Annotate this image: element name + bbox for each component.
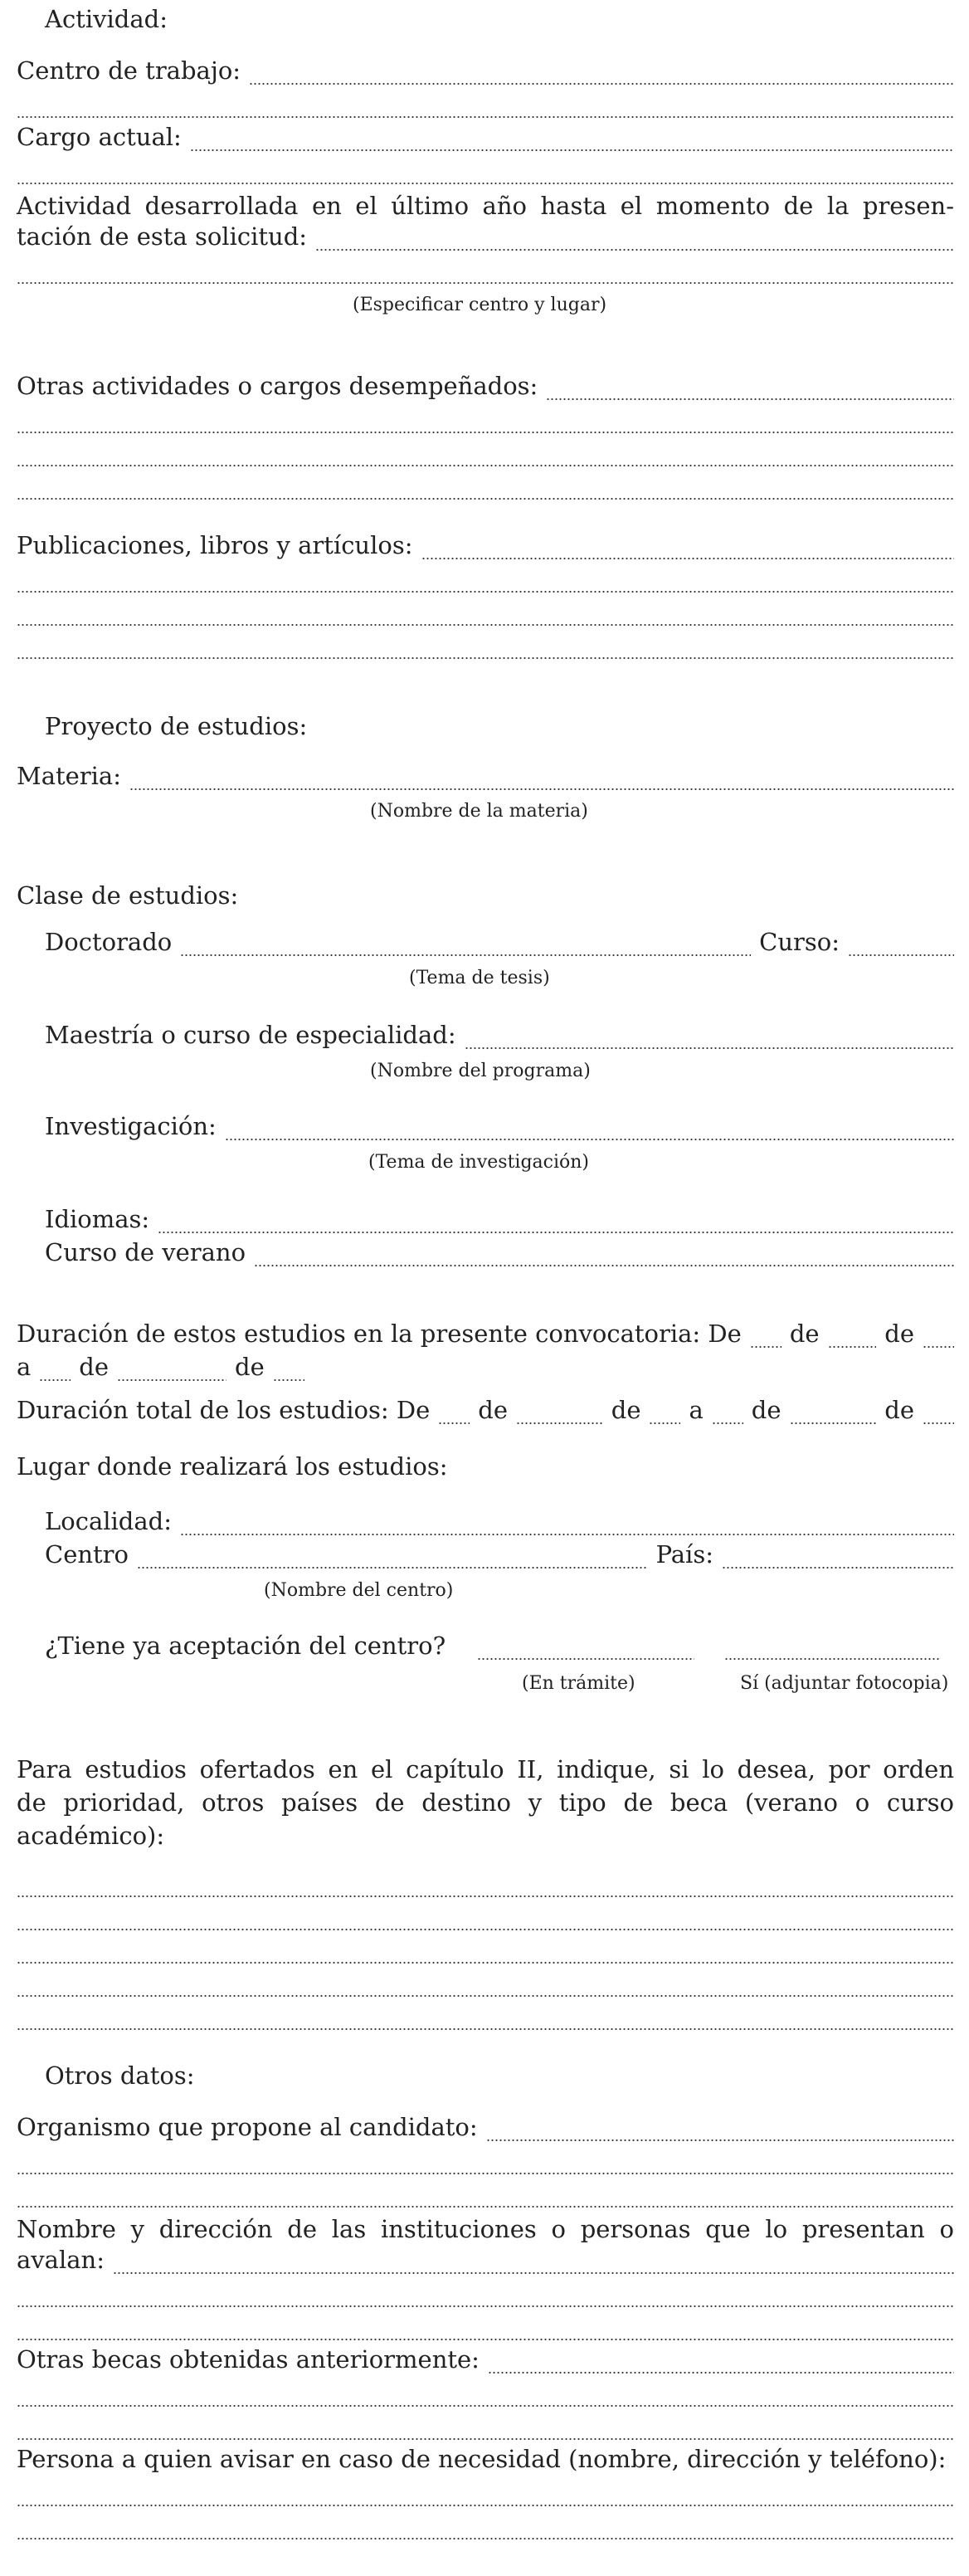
publicaciones-row-2 xyxy=(17,564,954,598)
verano-label: Curso de verano xyxy=(45,1238,246,1266)
si-note: Sí (adjuntar fotocopia) xyxy=(740,1673,949,1694)
persona-row-3 xyxy=(17,2511,954,2544)
investigacion-label: Investigación: xyxy=(45,1112,217,1140)
persona-row xyxy=(17,2445,954,2478)
total-de-3: de xyxy=(751,1396,782,1424)
capitulo-field-3[interactable] xyxy=(17,1962,954,1964)
capitulo-row-5 xyxy=(17,2002,954,2035)
localidad-field[interactable] xyxy=(180,1534,954,1535)
otras-actividades-field-4[interactable] xyxy=(17,498,954,500)
doctorado-field[interactable] xyxy=(180,954,751,956)
otras-actividades-row-3 xyxy=(17,438,954,471)
aceptacion-tramite-field[interactable] xyxy=(477,1658,694,1660)
conv-hasta-dia-field[interactable] xyxy=(39,1379,71,1381)
becas-field-2[interactable] xyxy=(17,2405,954,2407)
centro-field[interactable] xyxy=(137,1567,648,1569)
conv-de-1: de xyxy=(789,1320,820,1348)
becas-row-2 xyxy=(17,2378,954,2412)
publicaciones-field-4[interactable] xyxy=(17,657,954,659)
duracion-convocatoria-row xyxy=(17,1320,954,1353)
tesis-note: (Tema de tesis) xyxy=(409,968,550,988)
avalan-row xyxy=(17,2246,954,2279)
capitulo-row-3 xyxy=(17,1935,954,1969)
avalan-row-2 xyxy=(17,2279,954,2312)
conv-a: a xyxy=(17,1353,32,1381)
tramite-note: (En trámite) xyxy=(522,1673,635,1694)
capitulo-row-2 xyxy=(17,1902,954,1935)
duracion-total-label: Duración total de los estudios: De xyxy=(17,1396,431,1424)
centro-trabajo-field-2[interactable] xyxy=(17,116,954,118)
publicaciones-row-4 xyxy=(17,631,954,664)
capitulo-row-4 xyxy=(17,1969,954,2002)
avalan-label: avalan: xyxy=(17,2246,105,2274)
avalan-field[interactable] xyxy=(113,2272,954,2274)
avalan-field-3[interactable] xyxy=(17,2339,954,2340)
cargo-actual-field[interactable] xyxy=(190,149,954,151)
conv-hasta-mes-field[interactable] xyxy=(117,1379,226,1381)
otras-actividades-label: Otras actividades o cargos desempeñados: xyxy=(17,372,538,400)
capitulo-field-5[interactable] xyxy=(17,2028,954,2030)
otras-actividades-field-2[interactable] xyxy=(17,432,954,433)
conv-desde-dia-field[interactable] xyxy=(750,1346,782,1348)
verano-row xyxy=(45,1238,954,1271)
centro-pais-row xyxy=(45,1540,954,1573)
becas-field-3[interactable] xyxy=(17,2438,954,2440)
otras-actividades-field[interactable] xyxy=(546,398,954,400)
idiomas-field[interactable] xyxy=(158,1232,954,1233)
organismo-row-2 xyxy=(17,2146,954,2179)
localidad-label: Localidad: xyxy=(45,1507,172,1535)
programa-note: (Nombre del programa) xyxy=(370,1061,591,1081)
publicaciones-row-3 xyxy=(17,598,954,631)
curso-label: Curso: xyxy=(759,928,840,956)
centro-trabajo-field[interactable] xyxy=(249,83,954,85)
cargo-actual-row-2 xyxy=(17,156,954,189)
total-hasta-dia-field[interactable] xyxy=(712,1422,743,1424)
capitulo-field-1[interactable] xyxy=(17,1895,954,1897)
avalan-row-3 xyxy=(17,2312,954,2345)
total-hasta-mes-field[interactable] xyxy=(790,1422,877,1424)
organismo-field-2[interactable] xyxy=(17,2173,954,2174)
capitulo-field-4[interactable] xyxy=(17,1995,954,1997)
capitulo-text-1: Para estudios ofertados en el capítulo II, indique, si lo desea, por orden xyxy=(17,1755,954,1783)
total-de-4: de xyxy=(884,1396,915,1424)
actividad-desarrollada-label: tación de esta solicitud: xyxy=(17,222,308,251)
conv-de-3: de xyxy=(79,1353,110,1381)
conv-desde-anio-field[interactable] xyxy=(923,1346,954,1348)
cargo-actual-label: Cargo actual: xyxy=(17,123,182,151)
becas-row-3 xyxy=(17,2412,954,2445)
aceptacion-label: ¿Tiene ya aceptación del centro? xyxy=(45,1632,446,1660)
materia-label: Materia: xyxy=(17,762,121,790)
especificar-note: (Especificar centro y lugar) xyxy=(353,295,607,315)
becas-row xyxy=(17,2345,954,2378)
persona-field-3[interactable] xyxy=(17,2538,954,2539)
publicaciones-label: Publicaciones, libros y artículos: xyxy=(17,531,413,559)
conv-desde-mes-field[interactable] xyxy=(828,1346,877,1348)
capitulo-text-2: de prioridad, otros países de destino y tipo de beca (verano o curso xyxy=(17,1788,954,1817)
maestria-row xyxy=(45,1021,954,1054)
centro-trabajo-row-2 xyxy=(17,90,954,123)
conv-de-2: de xyxy=(884,1320,914,1348)
capitulo-text-3: académico): xyxy=(17,1822,165,1850)
capitulo-row-1 xyxy=(17,1869,954,1902)
centro-trabajo-label: Centro de trabajo: xyxy=(17,56,241,85)
organismo-label: Organismo que propone al candidato: xyxy=(17,2113,478,2141)
organismo-row xyxy=(17,2113,954,2146)
capitulo-field-2[interactable] xyxy=(17,1929,954,1930)
otras-actividades-field-3[interactable] xyxy=(17,465,954,466)
pais-label: País: xyxy=(655,1540,713,1569)
organismo-field-3[interactable] xyxy=(17,2206,954,2208)
doctorado-label: Doctorado xyxy=(45,928,173,956)
localidad-row xyxy=(45,1507,954,1540)
duracion-convocatoria-row-2 xyxy=(17,1353,954,1386)
publicaciones-field[interactable] xyxy=(421,558,955,559)
persona-label: Persona a quien avisar en caso de necesidad (nombre, dirección y teléfono): xyxy=(17,2445,947,2473)
pais-field[interactable] xyxy=(722,1567,954,1569)
maestria-field[interactable] xyxy=(465,1047,954,1049)
cargo-actual-row xyxy=(17,123,954,156)
curso-field[interactable] xyxy=(848,954,954,956)
organismo-field[interactable] xyxy=(486,2139,954,2141)
duracion-convocatoria-label: Duración de estos estudios en la presente convocatoria: De xyxy=(17,1320,742,1348)
becas-label: Otras becas obtenidas anteriormente: xyxy=(17,2345,480,2374)
verano-field[interactable] xyxy=(254,1265,954,1266)
investigacion-row xyxy=(45,1112,954,1145)
total-a: a xyxy=(689,1396,704,1424)
lugar-heading: Lugar donde realizará los estudios: xyxy=(17,1452,448,1481)
becas-field[interactable] xyxy=(488,2372,954,2374)
publicaciones-row xyxy=(17,531,954,564)
materia-row xyxy=(17,762,954,795)
actividad-desarrollada-row-2 xyxy=(17,256,954,289)
doctorado-row xyxy=(45,928,954,961)
clase-heading: Clase de estudios: xyxy=(17,881,239,910)
idiomas-row xyxy=(45,1205,954,1238)
actividad-heading: Actividad: xyxy=(45,5,168,33)
materia-note: (Nombre de la materia) xyxy=(370,801,588,822)
actividad-desarrollada-field[interactable] xyxy=(315,249,954,251)
aceptacion-row xyxy=(45,1632,954,1665)
duracion-total-row xyxy=(17,1396,954,1429)
idiomas-label: Idiomas: xyxy=(45,1205,150,1233)
actividad-desarrollada-row xyxy=(17,222,954,256)
conv-hasta-anio-field[interactable] xyxy=(273,1379,304,1381)
proyecto-heading: Proyecto de estudios: xyxy=(45,712,308,740)
otras-actividades-row xyxy=(17,372,954,405)
otros-heading: Otros datos: xyxy=(45,2061,195,2090)
centro-label: Centro xyxy=(45,1540,129,1569)
maestria-label: Maestría o curso de especialidad: xyxy=(45,1021,456,1049)
otras-actividades-row-2 xyxy=(17,405,954,438)
publicaciones-field-3[interactable] xyxy=(17,624,954,626)
total-hasta-anio-field[interactable] xyxy=(923,1422,954,1424)
total-desde-anio-field[interactable] xyxy=(649,1422,680,1424)
organismo-row-3 xyxy=(17,2179,954,2213)
actividad-desarrollada-text: Actividad desarrollada en el último año hasta el momento de la presen- xyxy=(17,192,954,220)
conv-de-4: de xyxy=(235,1353,265,1381)
centro-trabajo-row xyxy=(17,56,954,90)
otras-actividades-row-4 xyxy=(17,471,954,505)
cargo-actual-field-2[interactable] xyxy=(17,183,954,184)
total-de-1: de xyxy=(478,1396,508,1424)
materia-field[interactable] xyxy=(129,788,954,790)
nombre-direccion-text: Nombre y dirección de las instituciones o personas que lo presentan o xyxy=(17,2215,954,2243)
total-desde-mes-field[interactable] xyxy=(516,1422,603,1424)
aceptacion-si-field[interactable] xyxy=(724,1658,940,1660)
persona-field-2[interactable] xyxy=(17,2505,954,2506)
centro-note: (Nombre del centro) xyxy=(264,1580,454,1601)
persona-row-2 xyxy=(17,2478,954,2511)
avalan-field-2[interactable] xyxy=(17,2305,954,2307)
total-de-2: de xyxy=(611,1396,641,1424)
total-desde-dia-field[interactable] xyxy=(438,1422,470,1424)
publicaciones-field-2[interactable] xyxy=(17,591,954,593)
investigacion-note: (Tema de investigación) xyxy=(368,1152,590,1173)
investigacion-field[interactable] xyxy=(225,1139,954,1140)
actividad-desarrollada-field-2[interactable] xyxy=(17,282,954,284)
